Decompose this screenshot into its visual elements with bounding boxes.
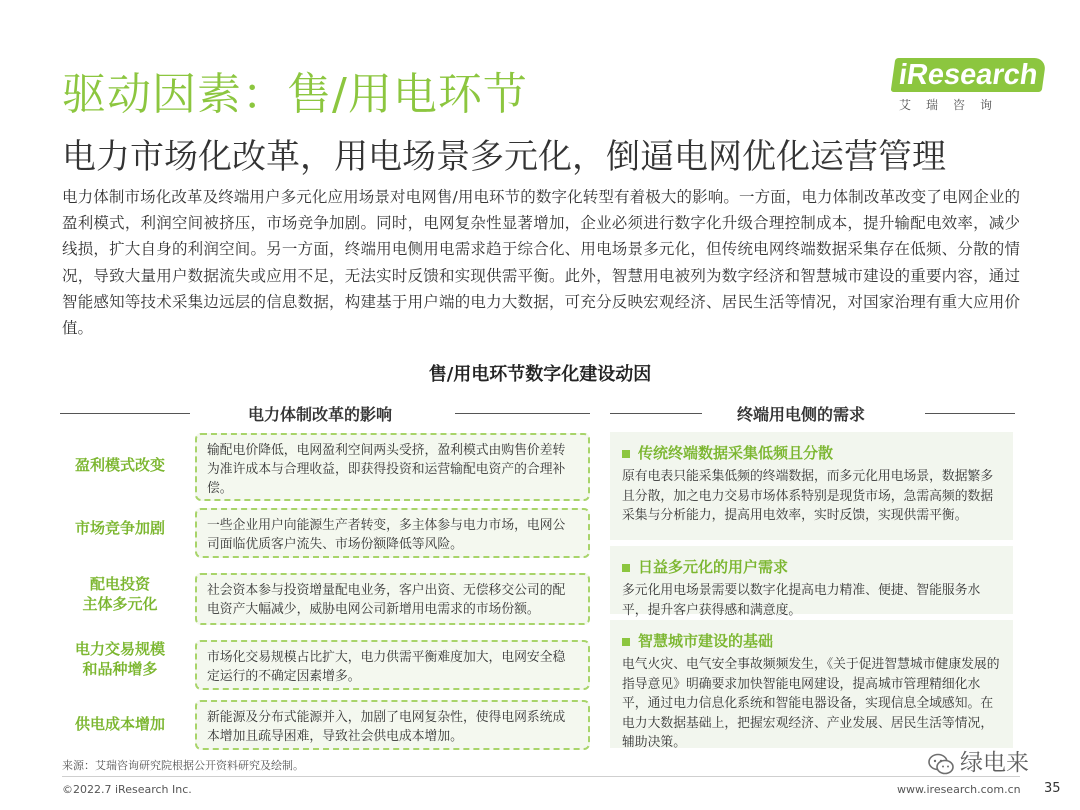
logo-cn: 艾瑞咨询 — [899, 98, 1008, 112]
website-link[interactable]: www.iresearch.com.cn — [897, 783, 1021, 796]
right-box-text: 原有电表只能采集低频的终端数据，而多元化用电场景，数据繁多且分散，加之电力交易市场体系特别是现货市场，急需高频的数据采集与分析能力，提高用电效率，实时反馈，实现供需平衡。 — [622, 469, 994, 523]
left-label-1 — [60, 455, 180, 475]
left-head-line-a — [60, 413, 190, 414]
logo-word: iResearch — [891, 58, 1046, 92]
right-box-3 — [610, 620, 1013, 748]
wechat-icon — [928, 753, 954, 775]
watermark-text: 绿电来 — [960, 750, 1029, 776]
right-box-1 — [610, 432, 1013, 540]
label-line: 电力交易规模 — [74, 640, 165, 658]
label-line: 和品种增多 — [82, 660, 158, 678]
right-box-title — [622, 442, 1001, 463]
page-number: 35 — [1044, 781, 1061, 796]
label-line: 配电投资 — [89, 575, 150, 593]
square-bullet-icon — [622, 450, 630, 458]
left-box-5: 新能源及分布式能源并入，加剧了电网复杂性，使得电网系统成本增加且疏导困难，导致社会供电成本增加。 — [195, 700, 590, 750]
copyright: ©2022.7 iResearch Inc. — [62, 783, 192, 796]
left-label-4 — [60, 639, 180, 679]
right-head-line-b — [925, 413, 1015, 414]
left-box-3: 社会资本参与投资增量配电业务，客户出资、无偿移交公司的配电资产大幅减少，威胁电网公司新增用电需求的市场份额。 — [195, 573, 590, 625]
left-column-head: 电力体制改革的影响 — [248, 405, 393, 424]
square-bullet-icon — [622, 564, 630, 572]
diagram-title: 售/用电环节数字化建设动因 — [428, 364, 652, 385]
page-subtitle: 电力市场化改革，用电场景多元化，倒逼电网优化运营管理 — [62, 137, 946, 177]
iresearch-logo — [893, 58, 1040, 113]
right-column-head: 终端用电侧的需求 — [737, 405, 866, 424]
label-line: 盈利模式改变 — [74, 456, 165, 474]
right-box-text: 多元化用电场景需要以数字化提高电力精准、便捷、智能服务水平，提升客户获得感和满意度。 — [622, 583, 981, 618]
footer-divider — [62, 776, 1020, 777]
left-head-line-b — [455, 413, 590, 414]
left-box-1: 输配电价降低，电网盈利空间两头受挤，盈利模式由购售价差转为准许成本与合理收益，即获得投资和运营输配电资产的合理补偿。 — [195, 433, 590, 501]
right-box-2 — [610, 546, 1013, 618]
right-box-title-text: 智慧城市建设的基础 — [638, 632, 774, 650]
left-label-5 — [60, 714, 180, 734]
right-box-title — [622, 630, 1001, 651]
left-box-4: 市场化交易规模占比扩大，电力供需平衡难度加大，电网安全稳定运行的不确定因素增多。 — [195, 640, 590, 690]
watermark — [928, 744, 1029, 777]
left-box-2: 一些企业用户向能源生产者转变，多主体参与电力市场，电网公司面临优质客户流失、市场份额降低等风险。 — [195, 508, 590, 558]
left-label-3 — [60, 574, 180, 614]
intro-paragraph: 电力体制市场化改革及终端用户多元化应用场景对电网售/用电环节的数字化转型有着极大的影响。一方面，电力体制改革改变了电网企业的盈利模式，利润空间被挤压，市场竞争加剧。同时，电网复杂性显著增加，企业必须进行数字化升级合理控制成本，提升输配电效率，减少线损，扩大自身的利润空间。另一方面，终端用电侧用电需求趋于综合化、用电场景多元化，但传统电网终端数据采集存在低频、分散的情况，导致大量用户数据流失或应用不足，无法实时反馈和实现供需平衡。此外，智慧用电被列为数字经济和智慧城市建设的重要内容，通过智能感知等技术采集边远层的信息数据，构建基于用户端的电力大数据，可充分反映宏观经济、居民生活等情况，对国家治理有重大应用价值。 — [62, 188, 1020, 338]
label-line: 供电成本增加 — [74, 715, 165, 733]
right-head-line-a — [610, 413, 702, 414]
right-box-title — [622, 556, 1001, 577]
right-box-text: 电气火灾、电气安全事故频频发生，《关于促进智慧城市健康发展的指导意见》明确要求加快智能电网建设，提高城市管理精细化水平，通过电力信息化系统和智能电器设备，实现信息全域感知。在电力大数据基础上，把握宏观经济、产业发展、居民生活等情况，辅助决策。 — [622, 657, 1000, 750]
source-note: 来源：艾瑞咨询研究院根据公开资料研究及绘制。 — [62, 759, 304, 772]
page-title: 驱动因素：售/用电环节 — [62, 69, 528, 120]
right-box-title-text: 传统终端数据采集低频且分散 — [638, 444, 834, 462]
square-bullet-icon — [622, 638, 630, 646]
left-label-2 — [60, 518, 180, 538]
label-line: 市场竞争加剧 — [74, 519, 165, 537]
label-line: 主体多元化 — [82, 595, 158, 613]
right-box-title-text: 日益多元化的用户需求 — [638, 558, 789, 576]
